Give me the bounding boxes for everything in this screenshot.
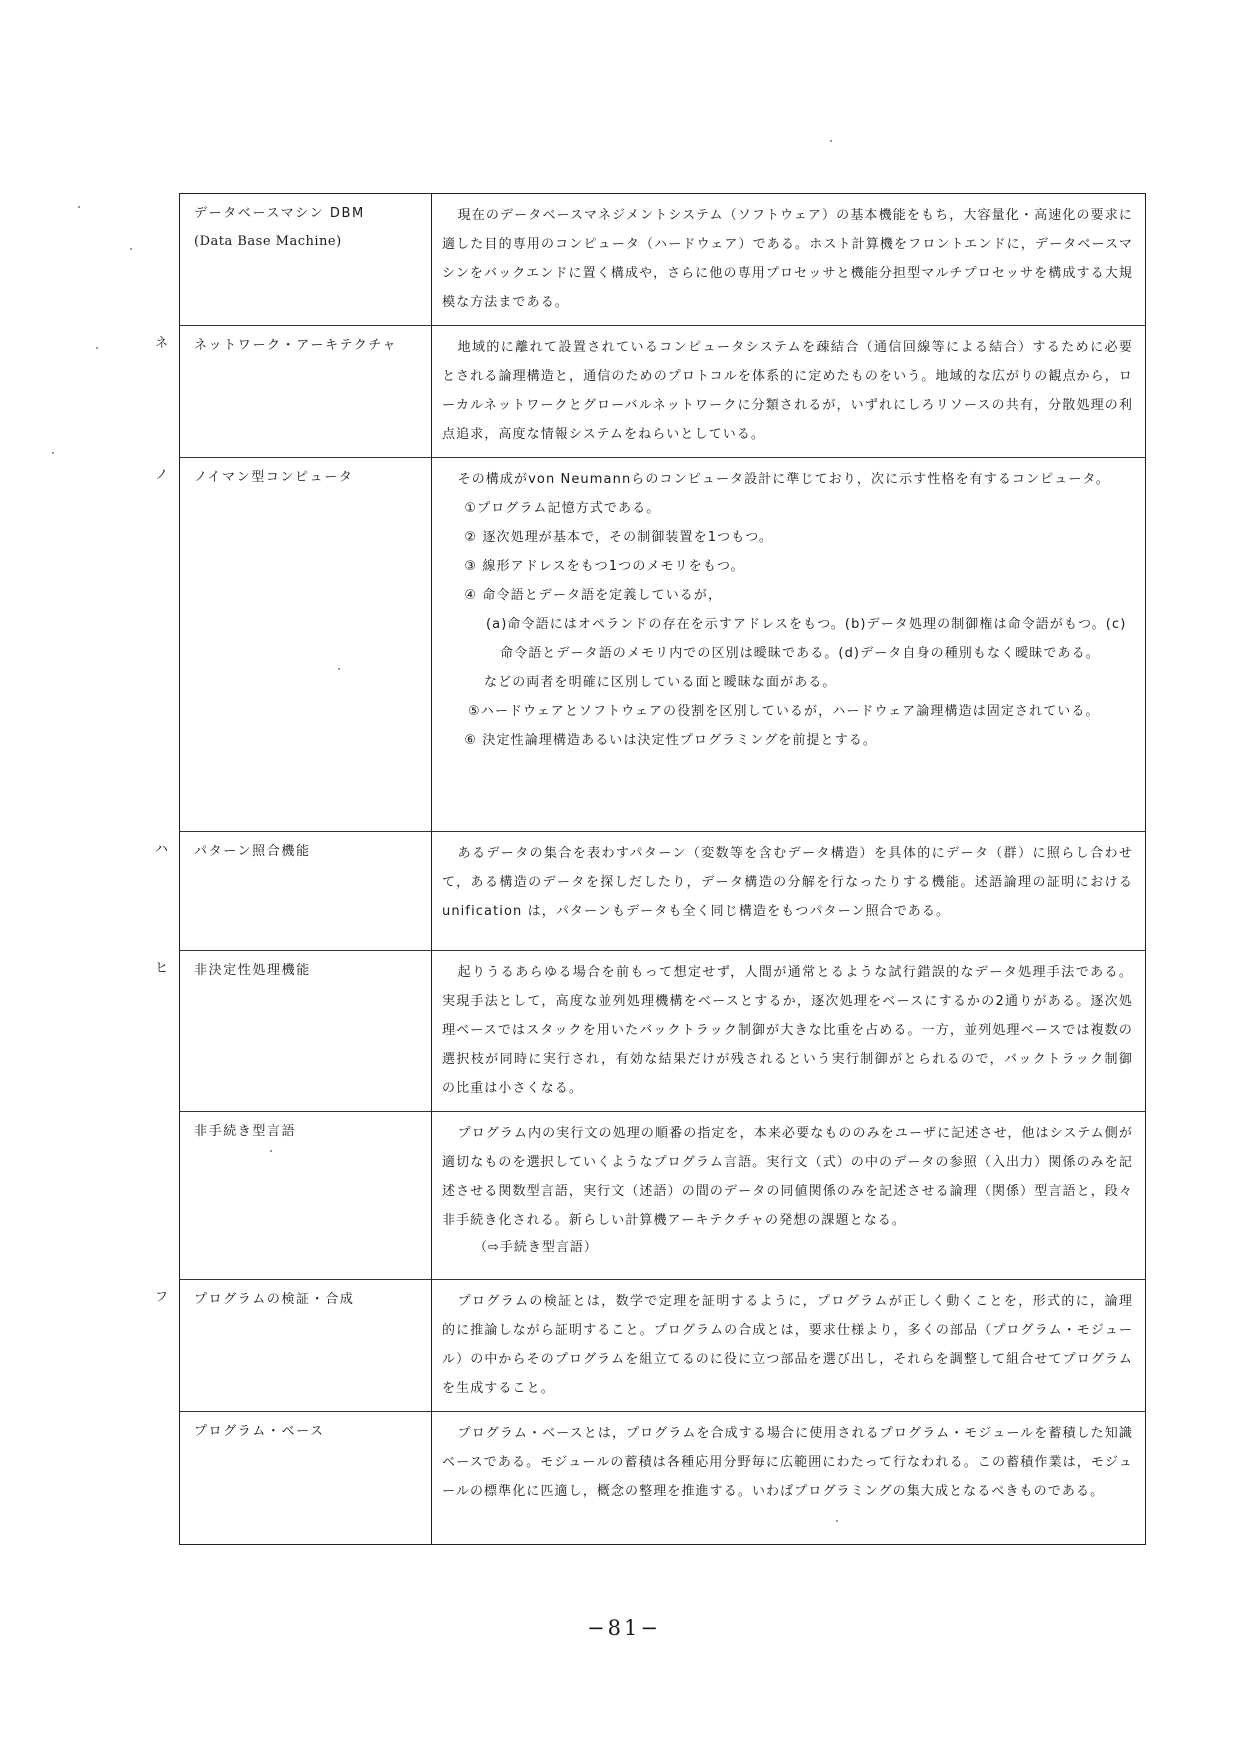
list-item: ⑤ハードウェアとソフトウェアの役割を区別しているが，ハードウェア論理構造は固定されている。 (468, 704, 1100, 719)
definition-cell (432, 832, 1146, 951)
term-cell (155, 458, 432, 832)
glossary-entry (180, 326, 1146, 458)
list-item: ①プログラム記憶方式である。 (464, 501, 661, 516)
entry-term: 非決定性処理機能 (194, 963, 311, 978)
entry-definition: あるデータの集合を表わすパターン（変数等を含むデータ構造）を具体的にデータ（群）に照らし合わせて，ある構造のデータを探しだしたり，データ構造の分解を行なったりする機能。述語論理の証明における unification は，パターンもデータも全く同じ構造をもつパターン照合である。 (442, 846, 1133, 919)
glossary-entry (180, 1280, 1146, 1412)
scan-speck (52, 452, 54, 454)
term-cell (155, 832, 432, 951)
entry-term: データベースマシン DBM (194, 206, 365, 221)
scan-speck (130, 248, 132, 250)
list-item: ② 逐次処理が基本で，その制御装置を1つもつ。 (464, 530, 773, 545)
glossary-entry (180, 458, 1146, 832)
entry-definition: プログラムの検証とは，数学で定理を証明するように，プログラムが正しく動くことを，形式的に，論理的に推論しながら証明すること。プログラムの合成とは，要求仕様より，多くの部品（プログラム・モジュール）の中からそのプログラムを組立てるのに役に立つ部品を選び出し，それらを調整して組合せてプログラムを生成すること。 (442, 1294, 1133, 1396)
scan-speck (338, 668, 340, 670)
kana-index-marker: フ (155, 1290, 169, 1305)
entry-definition: 地域的に離れて設置されているコンピュータシステムを疎結合（通信回線等による結合）するために必要とされる論理構造と，通信のためのプロトコルを体系的に定めたものをいう。地域的な広がりの観点から，ローカルネットワークとグローバルネットワークに分類されるが，いずれにしろリソースの共有，分散処理の利点追求，高度な情報システムをねらいとしている。 (442, 340, 1133, 442)
list-item: ③ 線形アドレスをもつ1つのメモリをもつ。 (464, 559, 745, 574)
entry-definition: 現在のデータベースマネジメントシステム（ソフトウェア）の基本機能をもち，大容量化・高速化の要求に適した目的専用のコンピュータ（ハードウェア）である。ホスト計算機をフロントエンドに，データベースマシンをバックエンドに置く構成や，さらに他の専用プロセッサと機能分担型マルチプロセッサを構成する大規模な方法まである。 (442, 208, 1133, 310)
glossary-entry (180, 1112, 1146, 1280)
definition-cell (432, 194, 1146, 326)
scan-speck (836, 1520, 838, 1522)
entry-term: ネットワーク・アーキテクチャ (194, 338, 398, 353)
definition-cell (432, 1280, 1146, 1412)
term-cell (180, 194, 432, 326)
term-cell (155, 326, 432, 458)
entry-term: プログラム・ベース (194, 1424, 325, 1439)
kana-index-marker: ハ (155, 842, 169, 857)
kana-index-marker: ネ (155, 336, 169, 351)
kana-index-marker: ノ (155, 468, 169, 483)
sub-items: (a)命令語にはオペランドの存在を示すアドレスをもつ。(b)データ処理の制御権は命令語がもつ。(c)命令語とデータ語のメモリ内での区別は曖昧である。(d)データ自身の種別もなく曖昧である。 (486, 617, 1127, 661)
term-cell (155, 951, 432, 1112)
term-cell (155, 1280, 432, 1412)
glossary-entry (180, 194, 1146, 326)
definition-cell (432, 1112, 1146, 1280)
term-cell (180, 1112, 432, 1280)
kana-index-marker: ヒ (155, 961, 169, 976)
entry-term: ノイマン型コンピュータ (194, 470, 354, 485)
entry-intro: その構成がvon Neumannらのコンピュータ設計に準じており，次に示す性格を有するコンピュータ。 (457, 472, 1110, 487)
entry-definition: プログラム内の実行文の処理の順番の指定を，本来必要なもののみをユーザに記述させ，他はシステム側が適切なものを選択していくようなプログラム言語。実行文（式）の中のデータの参照（入出力）関係のみを記述させる関数型言語，実行文（述語）の間のデータの同値関係のみを記述させる論理（関係）型言語と，段々非手続き化される。新らしい計算機アーキテクチャの発想の課題となる。 (442, 1126, 1133, 1228)
term-cell (180, 1412, 432, 1545)
entry-definition: プログラム・ベースとは，プログラムを合成する場合に使用されるプログラム・モジュールを蓄積した知識ベースである。モジュールの蓄積は各種応用分野毎に広範囲にわたって行なわれる。この蓄積作業は，モジュールの標準化に匹適し，概念の整理を推進する。いわばプログラミングの集大成となるべきものである。 (442, 1426, 1133, 1499)
definition-cell (432, 951, 1146, 1112)
entry-term: プログラムの検証・合成 (194, 1292, 355, 1307)
definition-cell (432, 326, 1146, 458)
list-item: ⑥ 決定性論理構造あるいは決定性プログラミングを前提とする。 (464, 733, 877, 748)
entry-term: パターン照合機能 (194, 844, 311, 859)
glossary-entry (180, 951, 1146, 1112)
scan-speck (830, 140, 832, 142)
definition-cell (432, 1412, 1146, 1545)
scan-speck (270, 1150, 272, 1152)
glossary-entry (180, 1412, 1146, 1545)
definition-cell (432, 458, 1146, 832)
cross-reference: （⇨手続き型言語） (474, 1240, 598, 1255)
scan-speck (78, 206, 80, 208)
page-number: −81− (587, 1616, 661, 1640)
glossary-table (155, 193, 1146, 1545)
list-item: ④ 命令語とデータ語を定義しているが， (464, 588, 723, 603)
entry-term-english: (Data Base Machine) (194, 234, 342, 249)
entry-term: 非手続き型言語 (194, 1124, 297, 1139)
entry-definition: 起りうるあらゆる場合を前もって想定せず，人間が通常とるような試行錯誤的なデータ処理手法である。実現手法として，高度な並列処理機構をベースとするか，逐次処理をベースにするかの2通りがある。逐次処理ベースではスタックを用いたバックトラック制御が大きな比重を占める。一方，並列処理ベースでは複数の選択枝が同時に実行され，有効な結果だけが残されるという実行制御がとられるので，バックトラック制御の比重は小さくなる。 (442, 965, 1133, 1096)
scan-speck (96, 347, 98, 349)
glossary-entry (180, 832, 1146, 951)
list-note: などの両者を明確に区別している面と曖昧な面がある。 (484, 675, 837, 690)
